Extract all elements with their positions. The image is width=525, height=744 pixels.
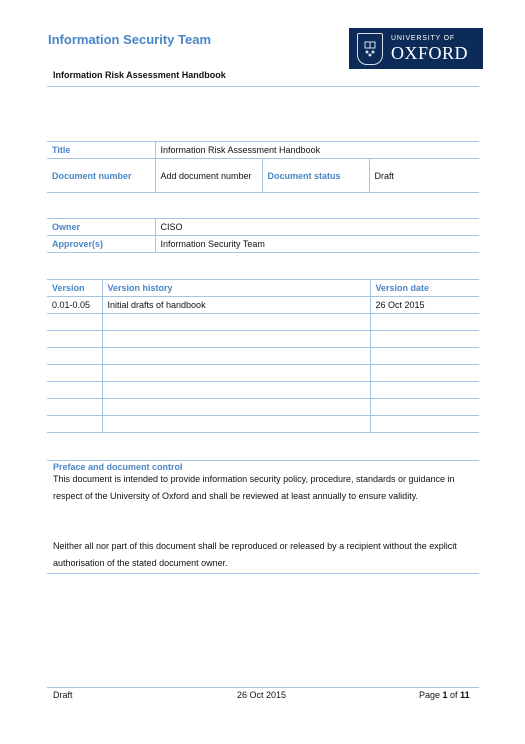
history-cell xyxy=(102,399,370,416)
document-number-label: Document number xyxy=(47,159,155,193)
version-cell xyxy=(47,416,102,433)
version-cell xyxy=(47,399,102,416)
crest-icon xyxy=(357,33,383,65)
logo-oxford: OXFORD xyxy=(391,43,469,63)
history-cell xyxy=(102,365,370,382)
owner-value: CISO xyxy=(155,219,479,236)
table-row xyxy=(47,365,479,382)
document-heading: Information Risk Assessment Handbook xyxy=(53,70,226,80)
title-label: Title xyxy=(47,142,155,159)
history-cell xyxy=(102,348,370,365)
date-cell xyxy=(370,314,479,331)
title-value: Information Risk Assessment Handbook xyxy=(155,142,479,159)
version-date-header: Version date xyxy=(370,280,479,297)
oxford-logo xyxy=(349,28,483,69)
history-cell xyxy=(102,314,370,331)
version-cell xyxy=(47,365,102,382)
approver-label: Approver(s) xyxy=(47,236,155,253)
footer-divider xyxy=(47,687,479,688)
preface-label: Preface and document control xyxy=(53,462,183,472)
version-cell xyxy=(47,382,102,399)
table-row xyxy=(47,159,479,193)
date-cell: 26 Oct 2015 xyxy=(370,297,479,314)
table-row xyxy=(47,331,479,348)
table-row xyxy=(47,219,479,236)
team-title: Information Security Team xyxy=(48,32,212,47)
preface-top-divider xyxy=(47,460,479,461)
table-row xyxy=(47,142,479,159)
header-divider xyxy=(47,86,479,87)
version-history-header: Version history xyxy=(102,280,370,297)
date-cell xyxy=(370,416,479,433)
document-info-table xyxy=(47,141,479,193)
version-cell xyxy=(47,314,102,331)
history-cell xyxy=(102,382,370,399)
version-cell: 0.01-0.05 xyxy=(47,297,102,314)
ownership-table xyxy=(47,218,479,253)
footer-page-number xyxy=(419,690,470,700)
date-cell xyxy=(370,399,479,416)
table-row xyxy=(47,297,479,314)
approver-value: Information Security Team xyxy=(155,236,479,253)
document-number-value: Add document number xyxy=(155,159,262,193)
date-cell xyxy=(370,365,479,382)
page-prefix: Page xyxy=(419,690,443,700)
version-header-row xyxy=(47,280,479,297)
page-sep: of xyxy=(447,690,461,700)
date-cell xyxy=(370,331,479,348)
table-row xyxy=(47,416,479,433)
preface-bottom-divider xyxy=(47,573,479,574)
table-row xyxy=(47,382,479,399)
version-cell xyxy=(47,348,102,365)
logo-university-of: UNIVERSITY OF xyxy=(391,35,455,42)
version-header: Version xyxy=(47,280,102,297)
owner-label: Owner xyxy=(47,219,155,236)
history-cell: Initial drafts of handbook xyxy=(102,297,370,314)
version-cell xyxy=(47,331,102,348)
table-row xyxy=(47,348,479,365)
version-table xyxy=(47,279,479,433)
page-current: 1 xyxy=(442,690,448,700)
date-cell xyxy=(370,382,479,399)
preface-paragraph-1: This document is intended to provide information security policy, procedure, standards or guidance in respect of the University of Oxford and shall be reviewed at least annually to ensure validity. xyxy=(53,474,455,501)
footer-status: Draft xyxy=(53,690,73,700)
page-total: 11 xyxy=(460,690,470,700)
table-row xyxy=(47,399,479,416)
footer-date: 26 Oct 2015 xyxy=(237,690,287,700)
date-cell xyxy=(370,348,479,365)
document-status-value: Draft xyxy=(369,159,479,193)
preface-paragraph-2: Neither all nor part of this document shall be reproduced or released by a recipient without the explicit authorisation of the stated document owner. xyxy=(53,541,457,568)
history-cell xyxy=(102,416,370,433)
table-row xyxy=(47,314,479,331)
table-row xyxy=(47,236,479,253)
history-cell xyxy=(102,331,370,348)
document-status-label: Document status xyxy=(262,159,369,193)
